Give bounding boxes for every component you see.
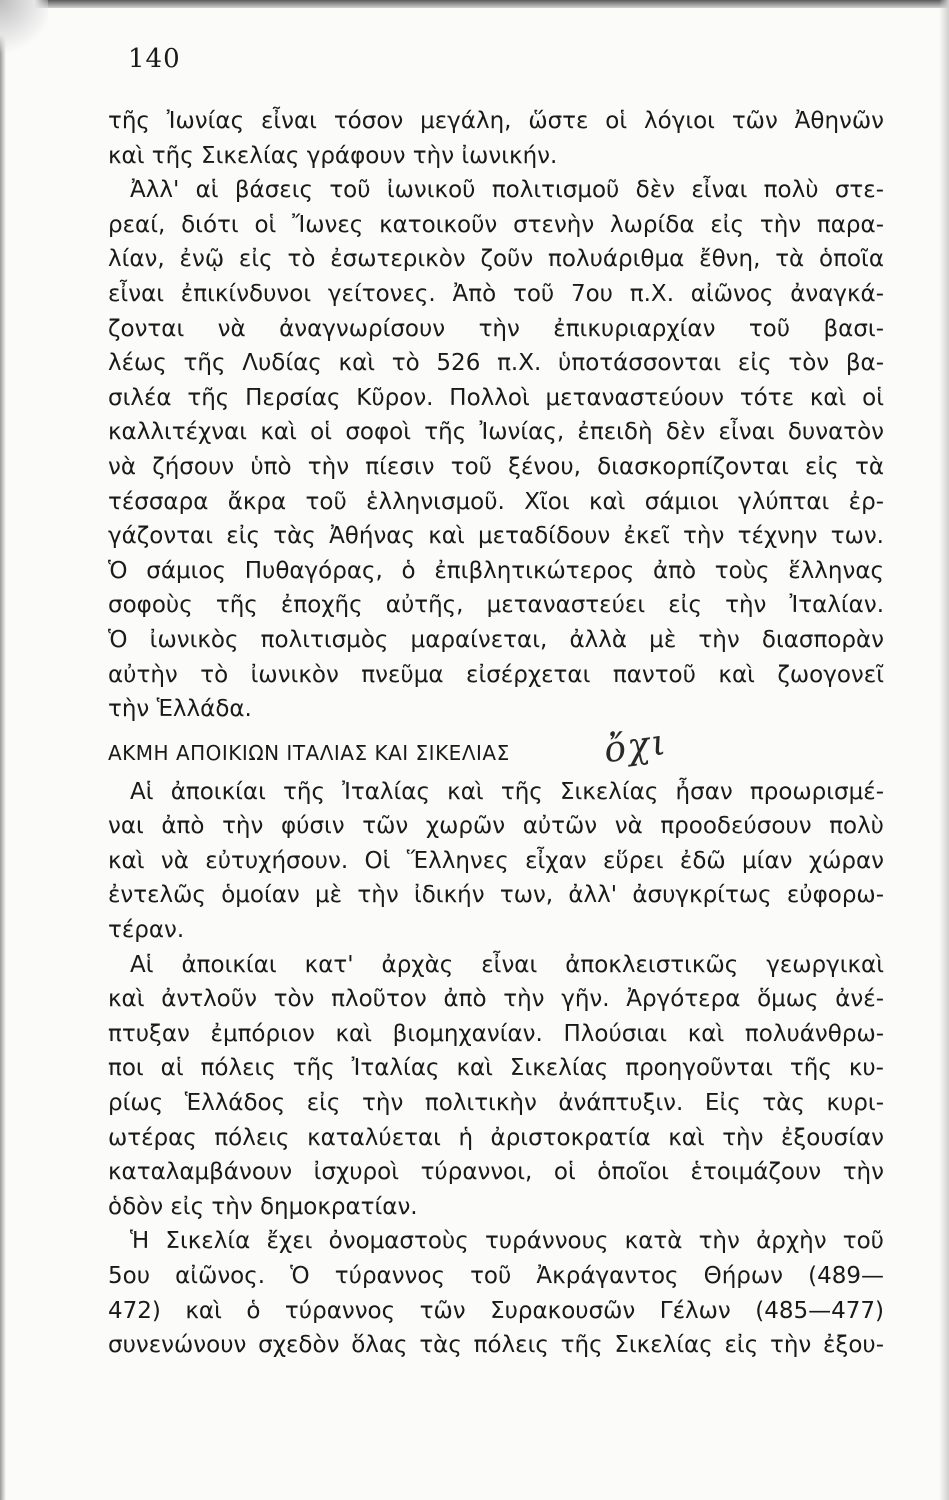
text-line: καλλιτέχναι καὶ οἱ σοφοὶ τῆς Ἰωνίας, ἐπειδὴ δὲν εἶναι δυνατὸν bbox=[108, 419, 884, 446]
text-line: καὶ νὰ εὐτυχήσουν. Οἱ Ἕλληνες εἶχαν εὕρει ἐδῶ μίαν χώραν bbox=[108, 847, 884, 874]
text-line: σιλέα τῆς Περσίας Κῦρον. Πολλοὶ μεταναστεύουν τότε καὶ οἱ bbox=[108, 384, 884, 411]
text-line: Ὁ σάμιος Πυθαγόρας, ὁ ἐπιβλητικώτερος ἀπὸ τοὺς ἕλληνας bbox=[108, 557, 884, 584]
body-text bbox=[108, 104, 884, 1363]
text-line: ὁδὸν εἰς τὴν δημοκρατίαν. bbox=[108, 1193, 418, 1220]
text-line: νὰ ζήσουν ὑπὸ τὴν πίεσιν τοῦ ξένου, διασκορπίζονται εἰς τὰ bbox=[108, 453, 884, 480]
text-line: γάζονται εἰς τὰς Ἀθήνας καὶ μεταδίδουν ἐκεῖ τὴν τέχνην των. bbox=[108, 523, 884, 550]
text-line: Αἱ ἀποικίαι τῆς Ἰταλίας καὶ τῆς Σικελίας ἦσαν προωρισμέ- bbox=[130, 778, 884, 805]
page-right-edge bbox=[939, 0, 949, 1500]
text-line: εἶναι ἐπικίνδυνοι γείτονες. Ἀπὸ τοῦ 7ου π.Χ. αἰῶνος ἀναγκά- bbox=[108, 280, 884, 307]
text-line: λέως τῆς Λυδίας καὶ τὸ 526 π.Χ. ὑποτάσσονται εἰς τὸν βα- bbox=[108, 350, 884, 377]
text-line: καταλαμβάνουν ἰσχυροὶ τύραννοι, οἱ ὁποῖοι ἑτοιμάζουν τὴν bbox=[108, 1159, 884, 1186]
text-line: ναι ἀπὸ τὴν φύσιν τῶν χωρῶν αὐτῶν νὰ προοδεύσουν πολὺ bbox=[108, 813, 884, 840]
text-line: τέσσαρα ἄκρα τοῦ ἑλληνισμοῦ. Χῖοι καὶ σάμιοι γλύπται ἐρ- bbox=[108, 488, 884, 515]
text-line: καὶ τῆς Σικελίας γράφουν τὴν ἰωνικήν. bbox=[108, 142, 558, 169]
text-line: συνενώνουν σχεδὸν ὅλας τὰς πόλεις τῆς Σικελίας εἰς τὴν ἐξου- bbox=[108, 1332, 884, 1359]
page-left-edge bbox=[0, 0, 6, 1500]
text-line: αὐτὴν τὸ ἰωνικὸν πνεῦμα εἰσέρχεται παντοῦ καὶ ζωογονεῖ bbox=[108, 661, 884, 688]
text-line: τὴν Ἑλλάδα. bbox=[108, 696, 252, 723]
page-number: 140 bbox=[128, 44, 181, 74]
handwritten-note: ὄχι bbox=[601, 721, 671, 771]
text-line: Ἡ Σικελία ἔχει ὀνομαστοὺς τυράννους κατὰ τὴν ἀρχὴν τοῦ bbox=[130, 1228, 884, 1255]
text-line: τῆς Ἰωνίας εἶναι τόσον μεγάλη, ὥστε οἱ λόγιοι τῶν Ἀθηνῶν bbox=[108, 108, 884, 134]
text-line: Ὁ ἰωνικὸς πολιτισμὸς μαραίνεται, ἀλλὰ μὲ τὴν διασπορὰν bbox=[108, 626, 884, 653]
text-line: Αἱ ἀποικίαι κατ' ἀρχὰς εἶναι ἀποκλειστικῶς γεωργικαὶ bbox=[130, 951, 884, 978]
section-heading: ΑΚΜΗ ΑΠΟΙΚΙΩΝ ΙΤΑΛΙΑΣ ΚΑΙ ΣΙΚΕΛΙΑΣ bbox=[108, 740, 510, 765]
text-line: ωτέρας πόλεις καταλύεται ἡ ἀριστοκρατία καὶ τὴν ἐξουσίαν bbox=[108, 1124, 884, 1151]
text-line: ζονται νὰ ἀναγνωρίσουν τὴν ἐπικυριαρχίαν τοῦ βασι- bbox=[108, 315, 884, 342]
text-line: ρίως Ἑλλάδος εἰς τὴν πολιτικὴν ἀνάπτυξιν. Εἰς τὰς κυρι- bbox=[108, 1090, 884, 1117]
text-line: ρεαί, διότι οἱ Ἴωνες κατοικοῦν στενὴν λωρίδα εἰς τὴν παρα- bbox=[108, 211, 884, 238]
text-line: τέραν. bbox=[108, 917, 185, 944]
text-line: 472) καὶ ὁ τύραννος τῶν Συρακουσῶν Γέλων (485—477) bbox=[108, 1297, 884, 1324]
text-line: ποι αἱ πόλεις τῆς Ἰταλίας καὶ Σικελίας προηγοῦνται τῆς κυ- bbox=[108, 1055, 884, 1082]
text-line: 5ου αἰῶνος. Ὁ τύραννος τοῦ Ἀκράγαντος Θήρων (489— bbox=[108, 1263, 884, 1289]
page-corner-wear bbox=[0, 0, 48, 60]
text-line: ἐντελῶς ὁμοίαν μὲ τὴν ἰδικήν των, ἀλλ' ἀσυγκρίτως εὐφορω- bbox=[108, 882, 884, 909]
text-line: πτυξαν ἐμπόριον καὶ βιομηχανίαν. Πλούσιαι καὶ πολυάνθρω- bbox=[108, 1020, 884, 1047]
text-line: Ἀλλ' αἱ βάσεις τοῦ ἰωνικοῦ πολιτισμοῦ δὲν εἶναι πολὺ στε- bbox=[130, 177, 884, 204]
page-top-edge bbox=[0, 0, 949, 8]
text-line: καὶ ἀντλοῦν τὸν πλοῦτον ἀπὸ τὴν γῆν. Ἀργότερα ὅμως ἀνέ- bbox=[108, 986, 884, 1013]
section-heading-row bbox=[108, 721, 884, 775]
text-line: λίαν, ἐνῷ εἰς τὸ ἐσωτερικὸν ζοῦν πολυάριθμα ἔθνη, τὰ ὁποῖα bbox=[108, 246, 884, 273]
text-line: σοφοὺς τῆς ἐποχῆς αὐτῆς, μεταναστεύει εἰς τὴν Ἰταλίαν. bbox=[108, 592, 884, 619]
